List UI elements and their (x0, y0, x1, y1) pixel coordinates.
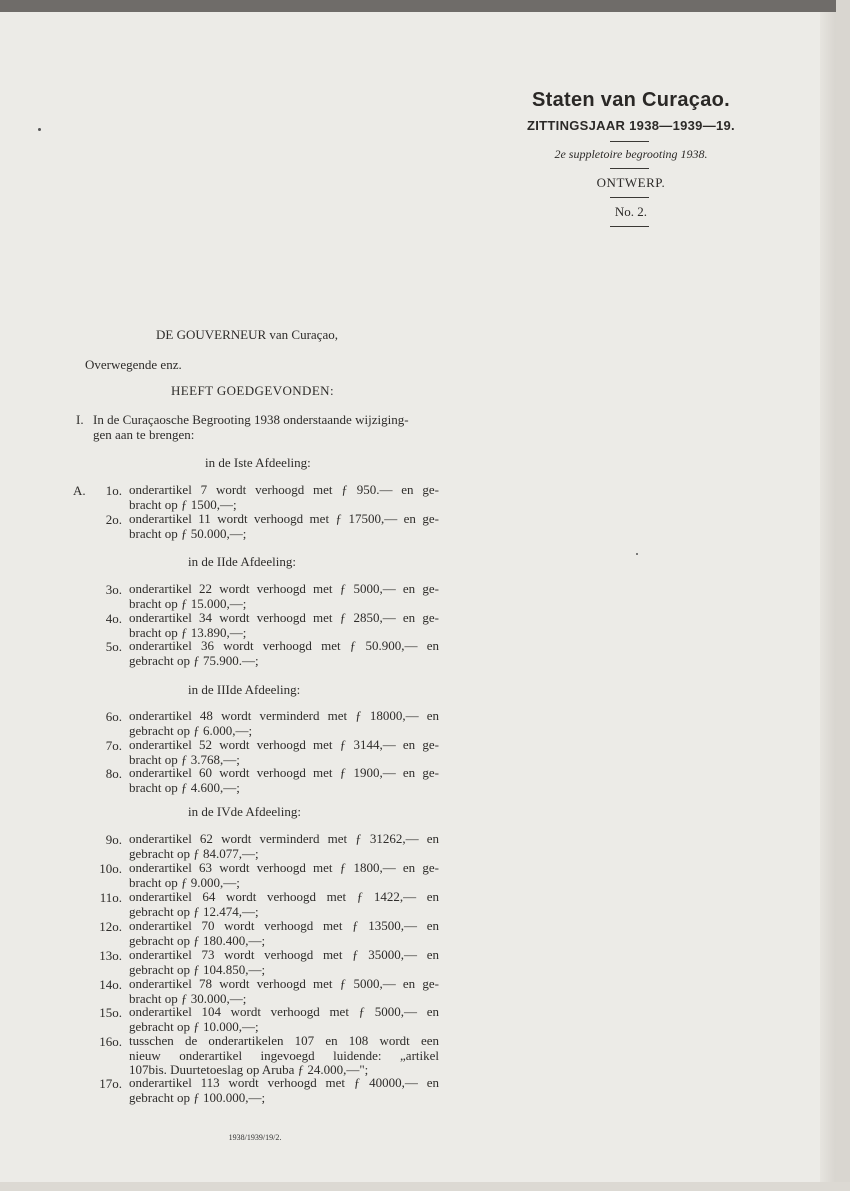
item-number: 13o. (99, 948, 122, 963)
divider (610, 168, 649, 169)
amendment-line: onderartikel 34 wordt verhoogd met ƒ 2850,— en ge- (129, 610, 439, 625)
amendment-line: gebracht op ƒ 12.474,—; (129, 903, 259, 919)
page-edge (836, 0, 850, 1191)
amendment-item (129, 1034, 439, 1078)
item-number: 11o. (99, 890, 122, 905)
amendment-line: tusschen de onderartikelen 107 en 108 wordt een (129, 1033, 439, 1048)
amendment-line: gebracht op ƒ 84.077,—; (129, 845, 259, 861)
amendment-line: onderartikel 11 wordt verhoogd met ƒ 17500,— en ge- (129, 511, 439, 526)
governor-line: DE GOUVERNEUR van Curaçao, (156, 327, 338, 342)
clause-line: gen aan te brengen: (93, 427, 195, 442)
amendment-line: 107bis. Duurtetoeslag op Aruba ƒ 24.000,—"; (129, 1062, 369, 1077)
amendment-line: onderartikel 78 wordt verhoogd met ƒ 5000,— en ge- (129, 976, 439, 991)
amendment-line: onderartikel 73 wordt verhoogd met ƒ 35000,— en (129, 947, 439, 962)
amendment-line: gebracht op ƒ 180.400,—; (129, 932, 266, 948)
item-number: 6o. (105, 709, 122, 724)
amendment-line: onderartikel 64 wordt verhoogd met ƒ 1422,— en (129, 889, 439, 904)
item-number: 7o. (105, 738, 122, 753)
amendment-line: onderartikel 60 wordt verhoogd met ƒ 1900,— en ge- (129, 765, 439, 780)
amendment-line: onderartikel 22 wordt verhoogd met ƒ 5000,— en ge- (129, 581, 439, 596)
paper-speck (38, 128, 41, 131)
amendment-line: bracht op ƒ 1500,—; (129, 496, 237, 512)
section-heading: in de IVde Afdeeling: (188, 804, 301, 819)
amendment-item (129, 483, 439, 512)
amendment-item (129, 948, 439, 977)
divider (610, 197, 649, 198)
item-number: 8o. (105, 766, 122, 781)
section-heading: in de IIde Afdeeling: (188, 554, 296, 569)
draft-label: ONTWERP. (596, 175, 666, 190)
amendment-item (129, 832, 439, 861)
amendment-item (129, 977, 439, 1006)
amendment-item (129, 709, 439, 738)
amendment-line: bracht op ƒ 3.768,—; (129, 751, 240, 767)
amendment-line: bracht op ƒ 13.890,—; (129, 624, 247, 640)
amendment-item (129, 1005, 439, 1034)
item-number: 3o. (105, 582, 122, 597)
amendment-line: bracht op ƒ 30.000,—; (129, 990, 247, 1006)
amendment-line: bracht op ƒ 50.000,—; (129, 525, 247, 541)
section-heading: in de IIIde Afdeeling: (188, 682, 301, 697)
amendment-item (129, 639, 439, 668)
item-number: 4o. (105, 611, 122, 626)
amendment-line: onderartikel 113 wordt verhoogd met ƒ 40000,— en (129, 1075, 439, 1090)
amendment-item (129, 738, 439, 767)
amendment-line: onderartikel 62 wordt verminderd met ƒ 31262,— en (129, 831, 439, 846)
amendment-line: gebracht op ƒ 100.000,—; (129, 1089, 266, 1105)
amendment-line: gebracht op ƒ 6.000,—; (129, 722, 253, 738)
item-number: 16o. (99, 1034, 122, 1049)
page-bottom-edge (0, 1182, 850, 1191)
divider (610, 141, 649, 142)
item-number: 2o. (105, 512, 122, 527)
amendment-item (129, 1076, 439, 1105)
amendment-line: gebracht op ƒ 104.850,—; (129, 961, 266, 977)
amendment-line: gebracht op ƒ 75.900.—; (129, 652, 259, 668)
item-number: 10o. (99, 861, 122, 876)
item-number: 15o. (99, 1005, 122, 1020)
item-number: 17o. (99, 1076, 122, 1091)
amendment-line: onderartikel 52 wordt verhoogd met ƒ 3144,— en ge- (129, 737, 439, 752)
item-number: 12o. (99, 919, 122, 934)
section-heading: in de Iste Afdeeling: (205, 455, 311, 470)
amendment-line: onderartikel 48 wordt verminderd met ƒ 18000,— en (129, 708, 439, 723)
divider (610, 226, 649, 227)
amendment-line: onderartikel 7 wordt verhoogd met ƒ 950.— en ge- (129, 482, 439, 497)
considering-line: Overwegende enz. (85, 357, 182, 372)
document-reference: 1938/1939/19/2. (228, 1133, 282, 1142)
clause-line: In de Curaçaosche Begrooting 1938 onderstaande wijziging- (93, 412, 409, 427)
amendment-item (129, 861, 439, 890)
amendment-item (129, 919, 439, 948)
item-number: 9o. (105, 832, 122, 847)
amendment-line: nieuw onderartikel ingevoegd luidende: „artikel (129, 1047, 439, 1063)
amendment-line: bracht op ƒ 15.000,—; (129, 595, 247, 611)
amendment-line: onderartikel 70 wordt verhoogd met ƒ 13500,— en (129, 918, 439, 933)
session-year: ZITTINGSJAAR 1938—1939—19. (527, 118, 735, 133)
paper-speck (636, 553, 638, 555)
amendment-item (129, 611, 439, 640)
amendment-line: onderartikel 104 wordt verhoogd met ƒ 5000,— en (129, 1004, 439, 1019)
roman-numeral: I. (76, 412, 84, 427)
amendment-line: gebracht op ƒ 10.000,—; (129, 1018, 259, 1034)
item-number: 1o. (105, 483, 122, 498)
amendment-line: bracht op ƒ 4.600,—; (129, 779, 240, 795)
item-number: 5o. (105, 639, 122, 654)
amendment-item (129, 582, 439, 611)
document-number: No. 2. (614, 204, 648, 219)
amendment-line: onderartikel 63 wordt verhoogd met ƒ 1800,— en ge- (129, 860, 439, 875)
amendment-item (129, 890, 439, 919)
document-title: Staten van Curaçao. (532, 89, 730, 111)
decision-line: HEEFT GOEDGEVONDEN: (171, 383, 334, 398)
letter-a: A. (73, 483, 86, 498)
page-spine (820, 12, 836, 1182)
amendment-line: onderartikel 36 wordt verhoogd met ƒ 50.900,— en (129, 638, 439, 653)
amendment-item (129, 766, 439, 795)
item-number: 14o. (99, 977, 122, 992)
amendment-line: bracht op ƒ 9.000,—; (129, 874, 240, 890)
amendment-item (129, 512, 439, 541)
budget-subtitle: 2e suppletoire begrooting 1938. (554, 147, 708, 161)
